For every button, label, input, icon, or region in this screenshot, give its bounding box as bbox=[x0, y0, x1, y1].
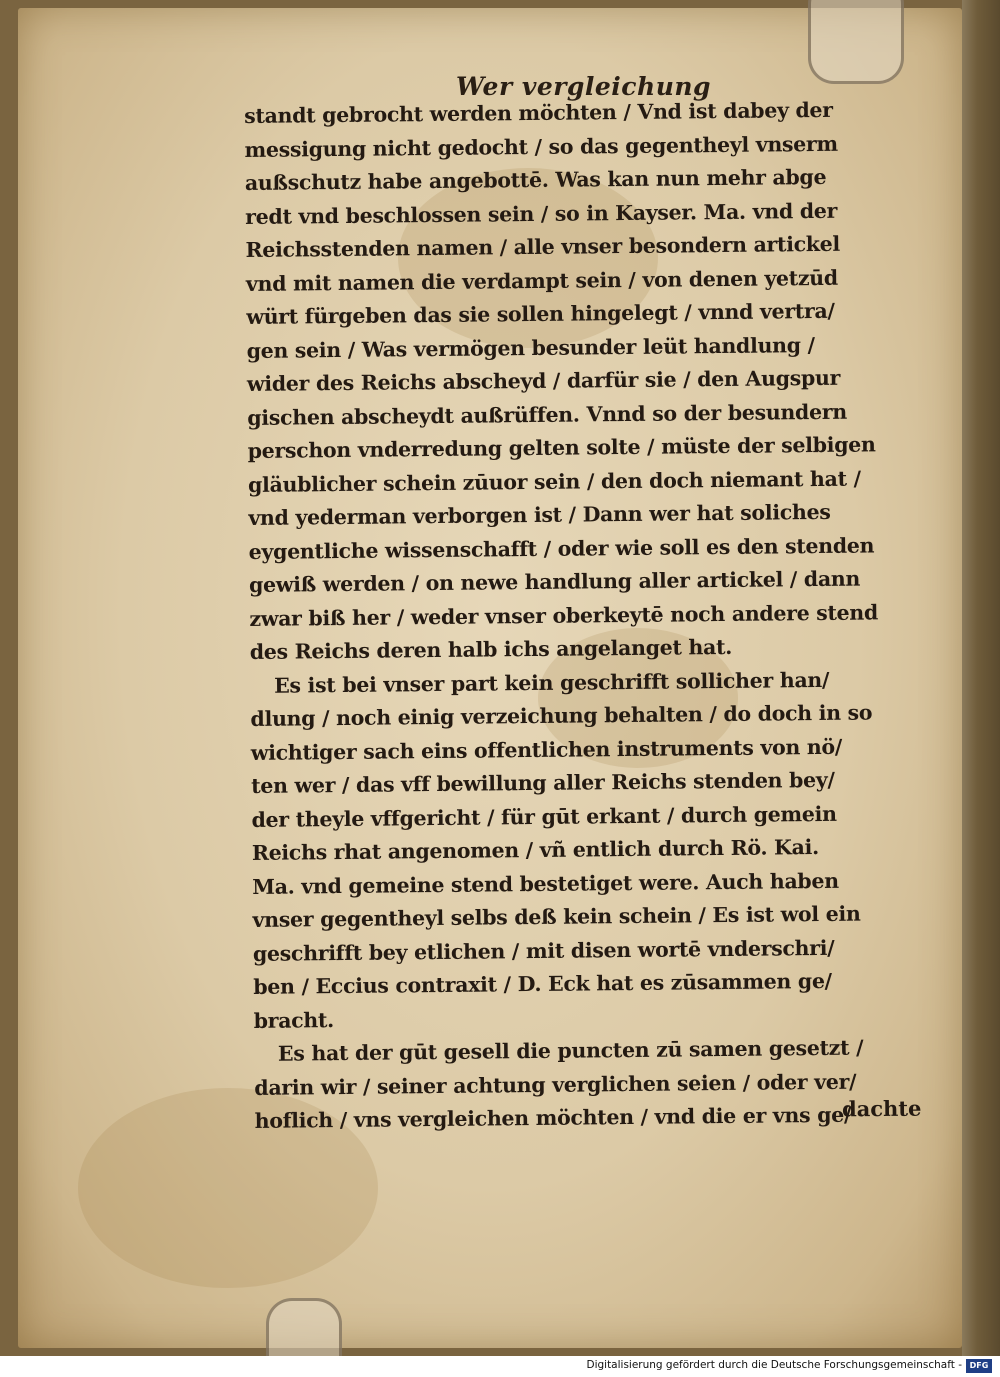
text-line: redt vnd beschlossen sein / so in Kayser. Ma. vnd der bbox=[245, 198, 838, 229]
text-line: ten wer / das vff bewillung aller Reichs stenden bey/ bbox=[251, 767, 835, 798]
page-tab-marker bbox=[266, 1298, 342, 1356]
text-line: ben / Eccius contraxit / D. Eck hat es zūsammen ge/ bbox=[253, 968, 832, 999]
text-line: Ma. vnd gemeine stend bestetiget were. Auch haben bbox=[252, 868, 839, 899]
text-line: wider des Reichs abscheyd / darfür sie / den Augspur bbox=[246, 365, 841, 396]
text-line: würt fürgeben das sie sollen hingelegt / vnnd vertra/ bbox=[246, 298, 835, 329]
book-spine-edge bbox=[962, 0, 1000, 1356]
text-line: gewiß werden / on newe handlung aller artickel / dann bbox=[248, 566, 861, 597]
text-line: gläublicher schein zūuor sein / den doch niemant hat / bbox=[247, 466, 861, 497]
text-line: vnser gegentheyl selbs deß kein schein / Es ist wol ein bbox=[252, 901, 861, 932]
text-line: vnd yederman verborgen ist / Dann wer hat soliches bbox=[248, 499, 831, 530]
text-line: Reichsstenden namen / alle vnser besondern artickel bbox=[245, 231, 841, 262]
text-line: außschutz habe angebottē. Was kan nun mehr abge bbox=[244, 164, 827, 195]
text-line: perschon vnderredung gelten solte / müste der selbigen bbox=[247, 432, 876, 463]
text-line: wichtiger sach eins offentlichen instruments von nö/ bbox=[250, 734, 843, 765]
text-line: Reichs rhat angenomen / vñ entlich durch Rö. Kai. bbox=[251, 835, 820, 865]
text-line: messigung nicht gedocht / so das gegentheyl vnserm bbox=[244, 131, 838, 162]
paragraph-start-line: Es ist bei vnser part kein geschrifft sollicher han/ bbox=[274, 667, 830, 698]
text-line: standt gebrocht werden möchten / Vnd ist dabey der bbox=[244, 97, 833, 128]
text-line: der theyle vffgericht / für gūt erkant / durch gemein bbox=[251, 801, 837, 832]
text-line: eygentliche wissenschafft / oder wie soll es den stenden bbox=[248, 532, 875, 564]
running-head: Wer vergleichung bbox=[456, 72, 712, 101]
text-line: gischen abscheydt außrüffen. Vnnd so der besundern bbox=[247, 399, 847, 430]
text-line: des Reichs deren halb ichs angelanget hat. bbox=[249, 634, 733, 664]
body-text bbox=[244, 93, 945, 1139]
text-line: vnd mit namen die verdampt sein / von denen yetzūd bbox=[245, 265, 838, 296]
page-tab-marker bbox=[808, 0, 904, 84]
funding-credit: Digitalisierung gefördert durch die Deutsche Forschungsgemeinschaft - bbox=[586, 1359, 962, 1371]
text-line: gen sein / Was vermögen besunder leüt handlung / bbox=[246, 332, 815, 363]
dfg-logo-icon: DFG bbox=[966, 1359, 992, 1373]
text-line: hoflich / vns vergleichen möchten / vnd die er vns ge/ bbox=[254, 1102, 852, 1133]
catchword: dachte bbox=[841, 1095, 922, 1122]
text-line: dlung / noch einig verzeichung behalten / do doch in so bbox=[250, 700, 873, 731]
footer-bar bbox=[0, 1356, 1000, 1377]
text-line: bracht. bbox=[253, 1007, 335, 1033]
text-line: geschrifft bey etlichen / mit disen wortē vnderschri/ bbox=[252, 935, 835, 966]
text-line: zwar biß her / weder vnser oberkeytē noch andere stend bbox=[249, 599, 879, 631]
text-line: darin wir / seiner achtung verglichen seien / oder ver/ bbox=[254, 1069, 857, 1100]
paragraph-start-line: Es hat der gūt gesell die puncten zū samen gesetzt / bbox=[277, 1035, 864, 1066]
